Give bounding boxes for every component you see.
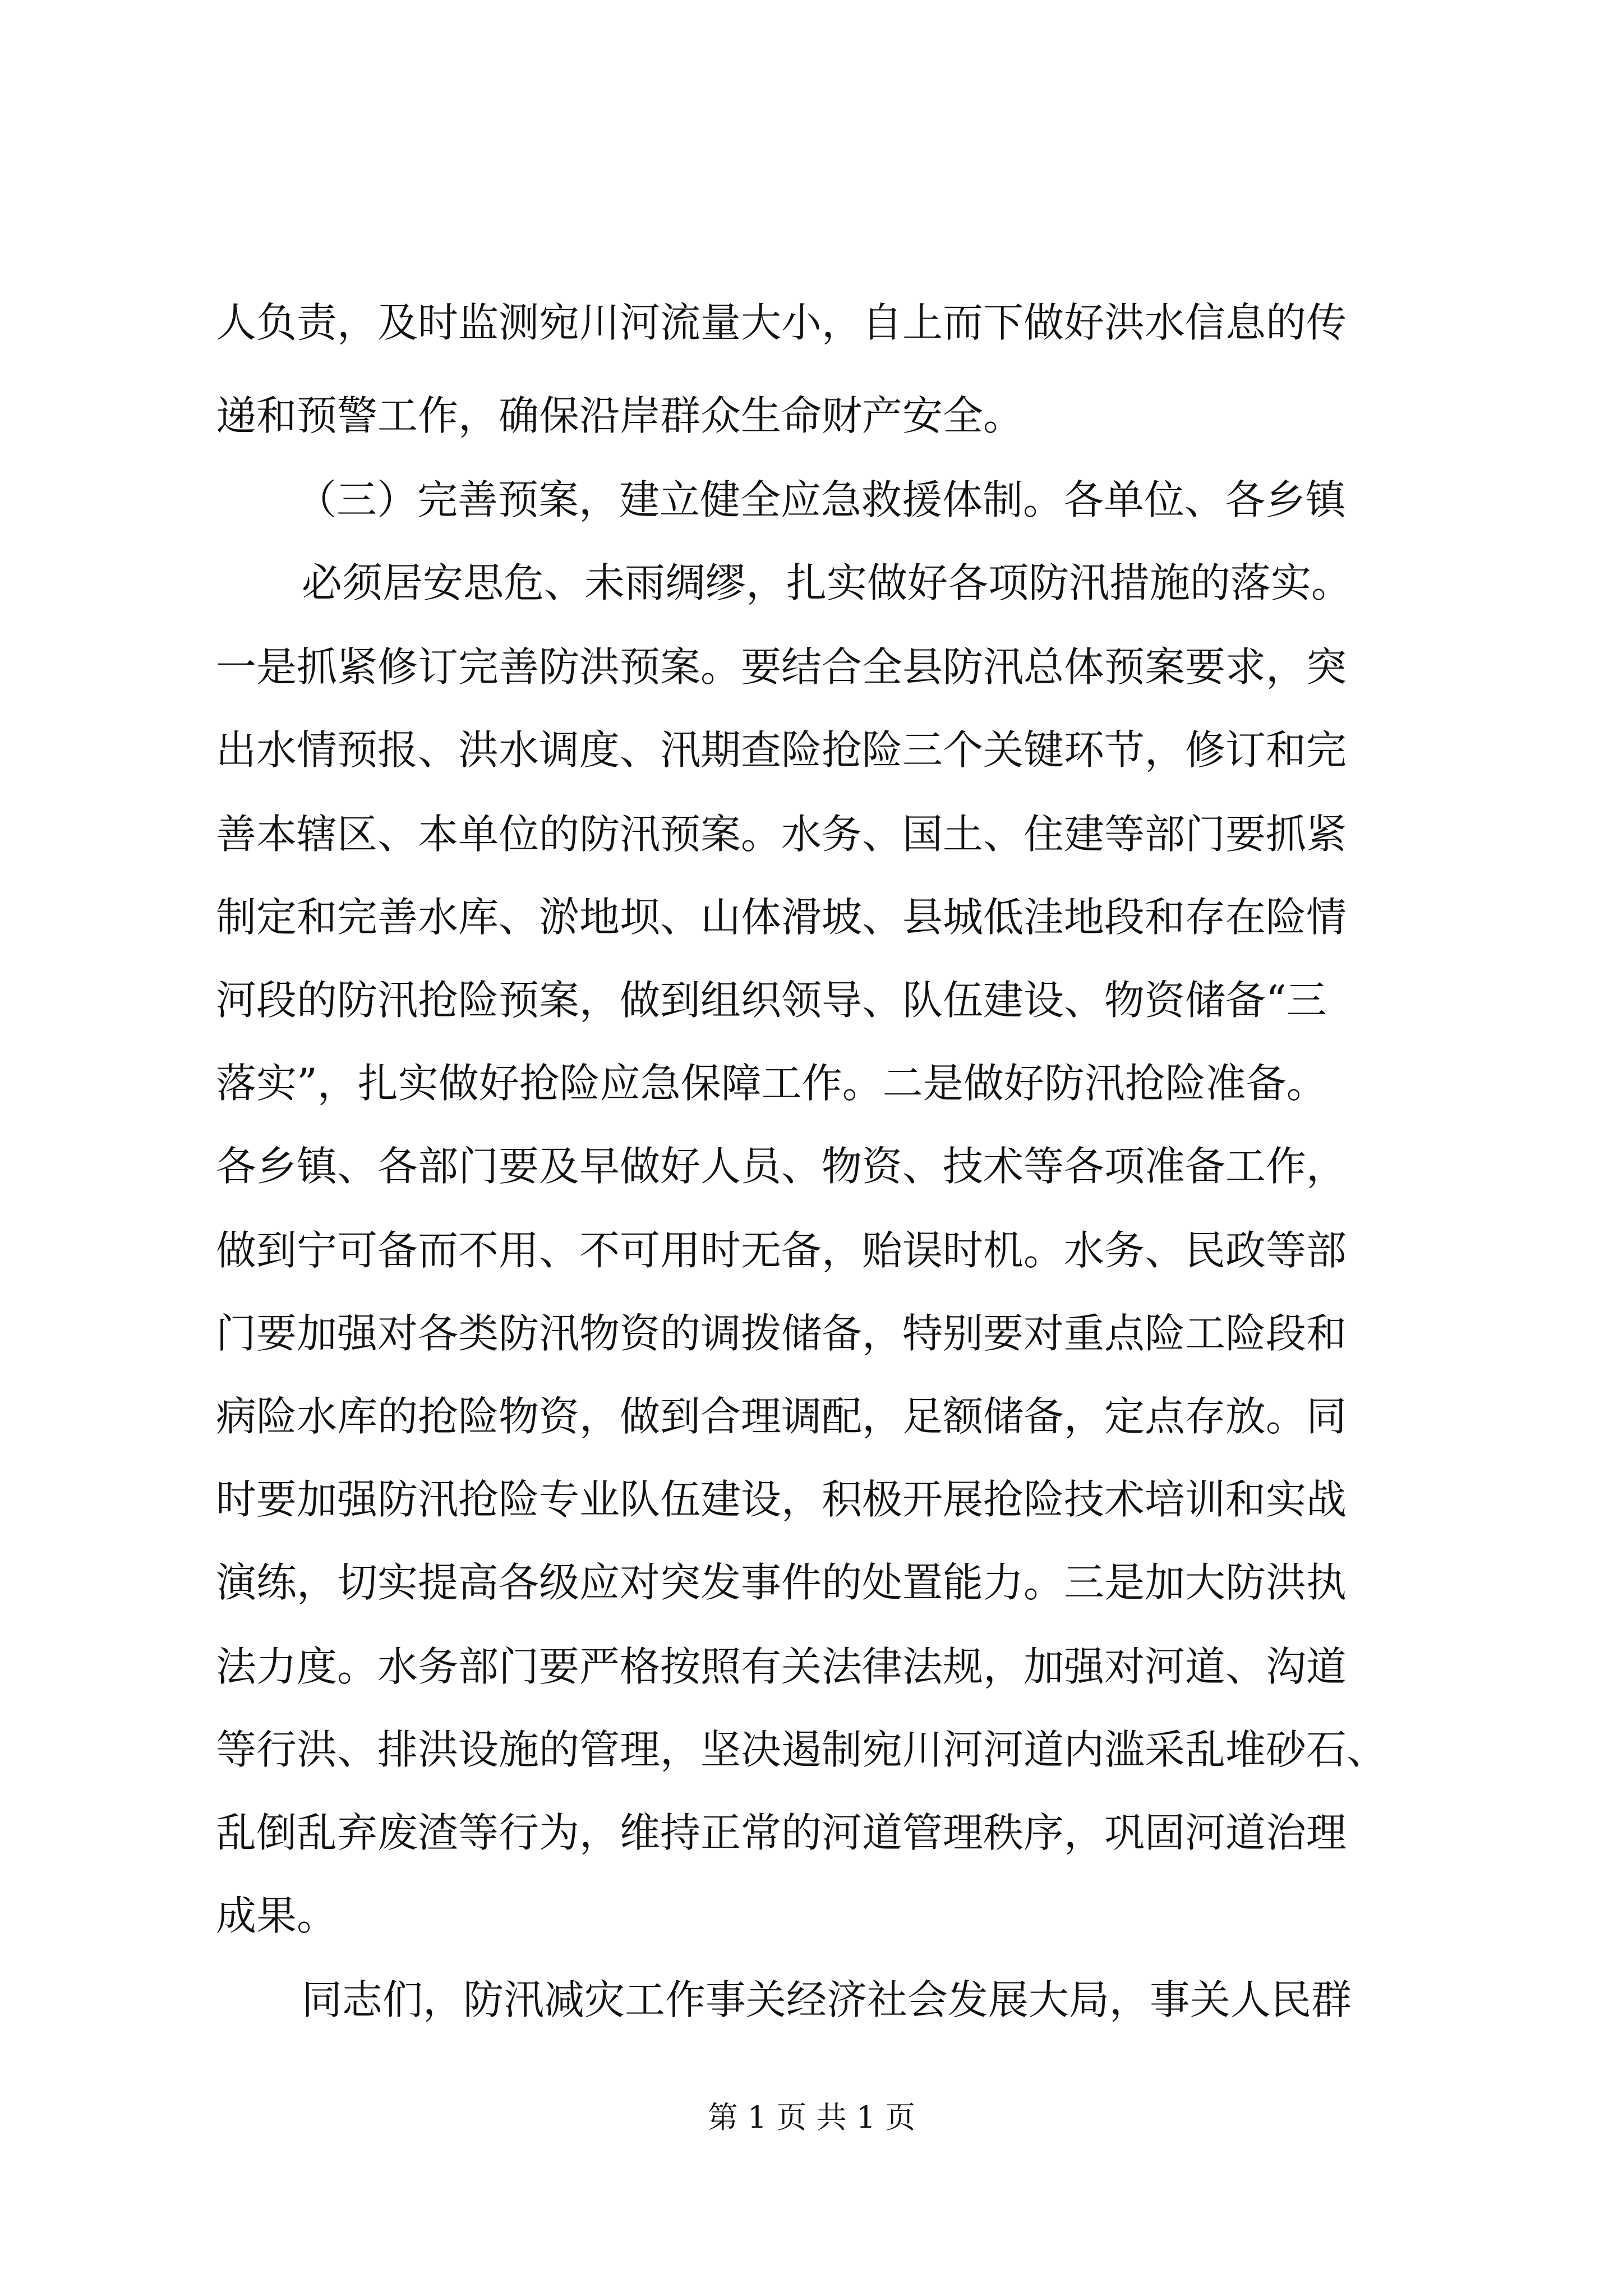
text-line: 做到宁可备而不用、不可用时无备，贻误时机。水务、民政等部: [216, 1227, 1347, 1274]
text-line: 出水情预报、洪水调度、汛期查险抢险三个关键环节，修订和完: [216, 726, 1347, 774]
text-line: 病险水库的抢险物资，做到合理调配，足额储备，定点存放。同: [216, 1393, 1347, 1440]
text-line: 等行洪、排洪设施的管理，坚决遏制宛川河河道内滥采乱堆砂石、: [216, 1726, 1387, 1773]
text-line: 法力度。水务部门要严格按照有关法律法规，加强对河道、沟道: [216, 1643, 1347, 1690]
text-line: 善本辖区、本单位的防汛预案。水务、国土、住建等部门要抓紧: [216, 811, 1347, 858]
text-line: 人负责，及时监测宛川河流量大小，自上而下做好洪水信息的传: [216, 299, 1347, 346]
text-line: 时要加强防汛抢险专业队伍建设，积极开展抢险技术培训和实战: [216, 1476, 1347, 1523]
text-line: 成果。: [216, 1892, 338, 1939]
text-line: 递和预警工作，确保沿岸群众生命财产安全。: [216, 392, 1024, 439]
text-line: 河段的防汛抢险预案，做到组织领导、队伍建设、物资储备“三: [216, 977, 1327, 1024]
text-line: 各乡镇、各部门要及早做好人员、物资、技术等各项准备工作，: [216, 1143, 1347, 1190]
text-line: 同志们，防汛减灾工作事关经济社会发展大局，事关人民群: [302, 1976, 1352, 2023]
text-line: 门要加强对各类防汛物资的调拨储备，特别要对重点险工险段和: [216, 1310, 1347, 1357]
text-line: 制定和完善水库、淤地坝、山体滑坡、县城低洼地段和存在险情: [216, 894, 1347, 941]
text-line: 一是抓紧修订完善防洪预案。要结合全县防汛总体预案要求，突: [216, 643, 1347, 691]
section-heading: （三）完善预案，建立健全应急救援体制。各单位、各乡镇: [296, 476, 1347, 523]
text-line: 落实”，扎实做好抢险应急保障工作。二是做好防汛抢险准备。: [216, 1060, 1327, 1107]
text-line: 乱倒乱弃废渣等行为，维持正常的河道管理秩序，巩固河道治理: [216, 1809, 1347, 1856]
text-line: 必须居安思危、未雨绸缪，扎实做好各项防汛措施的落实。: [302, 559, 1352, 606]
page-footer: 第 1 页 共 1 页: [707, 2100, 916, 2135]
text-line: 演练，切实提高各级应对突发事件的处置能力。三是加大防洪执: [216, 1559, 1347, 1606]
